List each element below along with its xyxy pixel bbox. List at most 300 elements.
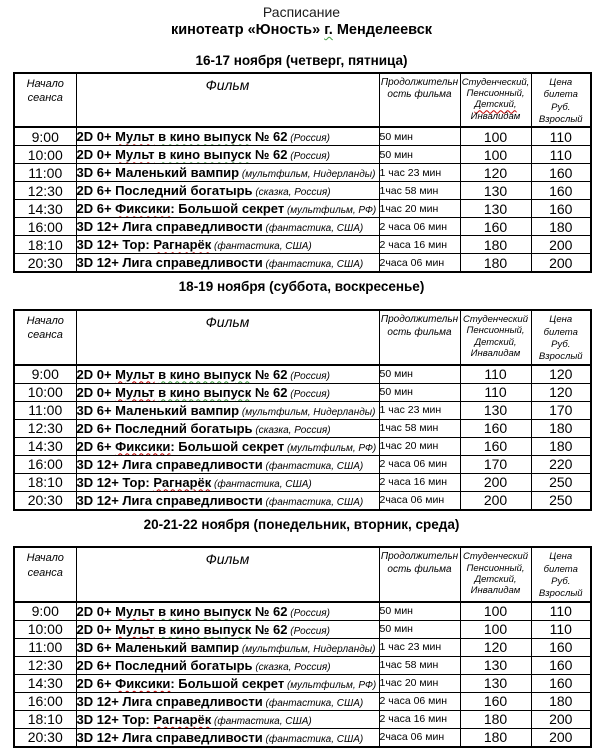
header-line: Продолжительн (380, 76, 459, 88)
film-title (115, 183, 252, 198)
film-title (122, 694, 262, 709)
film-format: 2D 0+ (76, 147, 116, 163)
session-time-cell: 14:30 (14, 674, 76, 692)
header-start-time (14, 310, 76, 364)
film-cell (76, 602, 379, 621)
adult-price-cell: 200 (531, 254, 591, 273)
header-line: Пенсионный, (466, 562, 525, 574)
adult-price-cell: 250 (531, 491, 591, 510)
discount-price-cell: 110 (460, 365, 531, 384)
adult-price-cell: 180 (531, 692, 591, 710)
film-genre: (фантастика, США) (262, 223, 364, 235)
film-title (115, 129, 287, 144)
session-time-cell: 11:00 (14, 401, 76, 419)
film-title-part: в кино выпуск (158, 366, 252, 382)
header-line: Начало (26, 315, 64, 328)
table-row (14, 455, 591, 473)
film-format: 2D 6+ (76, 675, 116, 691)
header-line: Инвалидам (470, 110, 521, 122)
adult-price-cell: 110 (531, 620, 591, 638)
film-format: 3D 12+ (76, 219, 123, 235)
film-genre: (фантастика, США) (262, 460, 364, 472)
film-cell (76, 236, 379, 254)
session-time-cell: 11:00 (14, 164, 76, 182)
table-row (14, 218, 591, 236)
film-title-part: Мульт (115, 603, 155, 619)
session-time-cell: 12:30 (14, 419, 76, 437)
film-title (122, 730, 262, 745)
film-cell (76, 437, 379, 455)
adult-price-cell: 160 (531, 164, 591, 182)
film-title-part: Маленький вампир (115, 402, 240, 418)
session-time-cell: 12:30 (14, 656, 76, 674)
film-title-part: в кино выпуск (158, 147, 252, 163)
discount-price-cell: 120 (460, 638, 531, 656)
film-title-part: в кино выпуск (158, 129, 252, 145)
session-time-cell: 10:00 (14, 620, 76, 638)
film-genre: (фантастика, США) (211, 241, 312, 253)
doc-title: Расписание (262, 4, 341, 20)
film-title-part: Тор: (122, 474, 154, 490)
discount-price-cell: 180 (460, 710, 531, 728)
header-line: Руб. (551, 101, 571, 113)
header-line: Пенсионный, (466, 88, 525, 100)
film-cell (76, 674, 379, 692)
film-title-part: Фиксики (115, 438, 171, 454)
header-duration (379, 310, 460, 364)
film-title (115, 640, 239, 655)
table-row (14, 620, 591, 638)
film-title-part: № 62 (251, 384, 288, 400)
film-format: 3D 12+ (76, 474, 123, 490)
session-time-cell: 12:30 (14, 182, 76, 200)
session-time-cell: 14:30 (14, 200, 76, 218)
session-time-cell: 16:00 (14, 692, 76, 710)
duration-cell: 50 мин (379, 127, 460, 146)
film-title-part: Мульт (115, 366, 155, 382)
header-discount-categories (460, 73, 531, 127)
film-cell (76, 365, 379, 384)
film-format: 3D 6+ (76, 402, 116, 418)
film-genre: (фантастика, США) (262, 496, 364, 508)
film-genre: (Россия) (287, 625, 330, 637)
discount-price-cell: 110 (460, 383, 531, 401)
film-cell (76, 164, 379, 182)
session-time-cell: 11:00 (14, 638, 76, 656)
film-title (115, 658, 252, 673)
header-line: ость фильма (387, 563, 452, 575)
film-title (115, 147, 287, 162)
film-title-part: : Большой секрет (170, 675, 285, 691)
duration-cell: 2часа 06 мин (379, 491, 460, 510)
film-title-part: № 62 (251, 621, 288, 637)
header-line: Взрослый (538, 113, 583, 125)
header-line: Инвалидам (470, 347, 521, 359)
header-line: Цена билета (543, 76, 578, 101)
film-title-part: в кино выпуск (158, 384, 252, 400)
discount-price-cell: 160 (460, 419, 531, 437)
film-cell (76, 638, 379, 656)
discount-price-cell: 100 (460, 127, 531, 146)
film-format: 3D 12+ (76, 729, 123, 745)
discount-price-cell: 200 (460, 491, 531, 510)
duration-cell: 2часа 06 мин (379, 254, 460, 273)
discount-price-cell: 100 (460, 620, 531, 638)
date-heading: 20-21-22 ноября (понедельник, вторник, среда) (143, 516, 460, 532)
film-cell (76, 200, 379, 218)
adult-price-cell: 200 (531, 728, 591, 747)
header-line: Цена билета (543, 314, 578, 338)
film-format: 2D 6+ (76, 657, 116, 673)
duration-cell: 1час 58 мин (379, 656, 460, 674)
film-cell (76, 455, 379, 473)
session-time-cell: 10:00 (14, 383, 76, 401)
duration-cell: 1 час 23 мин (379, 401, 460, 419)
table-row (14, 365, 591, 384)
film-cell (76, 656, 379, 674)
discount-price-cell: 160 (460, 218, 531, 236)
header-line: сеанса (27, 566, 63, 579)
duration-cell: 1час 20 мин (379, 437, 460, 455)
film-title (122, 475, 211, 490)
discount-price-cell: 100 (460, 602, 531, 621)
film-title-part: № 62 (251, 366, 288, 382)
film-format: 3D 12+ (76, 456, 123, 472)
film-genre: (мультфильм, РФ) (284, 442, 377, 454)
film-title (115, 403, 239, 418)
table-header-row (14, 547, 591, 601)
duration-cell: 2 часа 06 мин (379, 455, 460, 473)
discount-price-cell: 130 (460, 656, 531, 674)
film-title (115, 201, 284, 216)
discount-price-cell: 160 (460, 437, 531, 455)
table-row (14, 692, 591, 710)
film-title-part: Лига справедливости (122, 492, 263, 508)
film-title-part: Тор: (122, 711, 154, 727)
film-title-part: Мульт (115, 384, 155, 400)
session-time-cell: 18:10 (14, 710, 76, 728)
adult-price-cell: 220 (531, 455, 591, 473)
film-title-part: в кино выпуск (158, 603, 252, 619)
film-cell (76, 620, 379, 638)
film-format: 2D 0+ (76, 621, 116, 637)
table-row (14, 710, 591, 728)
adult-price-cell: 160 (531, 674, 591, 692)
table-row (14, 674, 591, 692)
film-genre: (фантастика, США) (211, 478, 312, 490)
table-row (14, 602, 591, 621)
doc-subtitle-part: Менделеевск (332, 22, 433, 39)
header-line: Руб. (551, 576, 571, 588)
adult-price-cell: 250 (531, 473, 591, 491)
discount-price-cell: 130 (460, 200, 531, 218)
film-genre: (мультфильм, Нидерланды) (239, 169, 376, 181)
table-row (14, 182, 591, 200)
header-film: Фильм (76, 310, 379, 364)
film-format: 3D 6+ (76, 639, 116, 655)
discount-price-cell: 200 (460, 473, 531, 491)
film-format: 2D 6+ (76, 201, 116, 217)
film-title-part: Фиксики (115, 201, 171, 217)
film-format: 2D 0+ (76, 129, 116, 145)
film-format: 3D 12+ (76, 255, 123, 271)
session-time-cell: 10:00 (14, 146, 76, 164)
film-title-part: Лига справедливости (122, 219, 263, 235)
adult-price-cell: 170 (531, 401, 591, 419)
table-row (14, 146, 591, 164)
duration-cell: 2 часа 06 мин (379, 218, 460, 236)
film-title (115, 385, 287, 400)
film-title-part: Рагнарёк (153, 711, 212, 727)
header-line: Руб. (551, 338, 571, 350)
adult-price-cell: 180 (531, 218, 591, 236)
adult-price-cell: 200 (531, 236, 591, 254)
header-start-time (14, 547, 76, 601)
session-time-cell: 9:00 (14, 602, 76, 621)
header-line: Взрослый (538, 588, 583, 600)
table-row (14, 254, 591, 273)
film-format: 2D 0+ (76, 603, 116, 619)
duration-cell: 1час 20 мин (379, 674, 460, 692)
film-title-part: Мульт (115, 129, 155, 145)
header-duration (379, 73, 460, 127)
film-title-part: № 62 (251, 603, 288, 619)
film-genre: (мультфильм, Нидерланды) (239, 643, 376, 655)
film-title-part: Последний богатырь (115, 420, 253, 436)
film-genre: (мультфильм, РФ) (284, 679, 377, 691)
film-title (115, 604, 287, 619)
table-row (14, 200, 591, 218)
discount-price-cell: 180 (460, 236, 531, 254)
film-title (115, 622, 287, 637)
header-film: Фильм (76, 73, 379, 127)
session-time-cell: 20:30 (14, 728, 76, 747)
duration-cell: 2 часа 16 мин (379, 236, 460, 254)
film-title-part: в кино выпуск (158, 621, 252, 637)
film-cell (76, 710, 379, 728)
film-cell (76, 401, 379, 419)
header-ticket-price (531, 73, 591, 127)
session-time-cell: 16:00 (14, 218, 76, 236)
session-time-cell: 18:10 (14, 236, 76, 254)
duration-cell: 1час 58 мин (379, 182, 460, 200)
film-title-part: Лига справедливости (122, 255, 263, 271)
film-title-part: Рагнарёк (153, 474, 212, 490)
film-genre: (Россия) (287, 151, 330, 163)
film-cell (76, 491, 379, 510)
film-title-part: № 62 (251, 129, 288, 145)
discount-price-cell: 160 (460, 692, 531, 710)
session-time-cell: 20:30 (14, 254, 76, 273)
duration-cell: 50 мин (379, 383, 460, 401)
discount-price-cell: 170 (460, 455, 531, 473)
doc-subtitle-part-grammar: г. (324, 22, 333, 39)
film-format: 3D 12+ (76, 492, 123, 508)
film-title-part: Рагнарёк (153, 237, 212, 253)
header-line: Взрослый (538, 351, 583, 363)
film-title-part: Лига справедливости (122, 693, 263, 709)
film-genre: (мультфильм, РФ) (284, 205, 377, 217)
film-title-part: : Большой секрет (170, 438, 285, 454)
film-title (122, 493, 262, 508)
film-title-part: : Большой секрет (170, 201, 285, 217)
header-line: Детский, (474, 99, 517, 111)
session-time-cell: 9:00 (14, 127, 76, 146)
table-row (14, 127, 591, 146)
film-cell (76, 127, 379, 146)
header-line: Начало (26, 77, 64, 90)
session-time-cell: 16:00 (14, 455, 76, 473)
adult-price-cell: 120 (531, 365, 591, 384)
table-row (14, 491, 591, 510)
duration-cell: 1час 58 мин (379, 419, 460, 437)
header-line: Студенческий, (461, 76, 530, 88)
table-row (14, 383, 591, 401)
table-row (14, 473, 591, 491)
film-format: 3D 12+ (76, 711, 123, 727)
film-title-part: Лига справедливости (122, 456, 263, 472)
schedule-table (13, 72, 592, 273)
table-row (14, 437, 591, 455)
session-time-cell: 18:10 (14, 473, 76, 491)
adult-price-cell: 180 (531, 419, 591, 437)
adult-price-cell: 200 (531, 710, 591, 728)
film-genre: (фантастика, США) (211, 715, 312, 727)
film-title-part: № 62 (251, 147, 288, 163)
discount-price-cell: 130 (460, 674, 531, 692)
header-line: Детский, (474, 573, 517, 585)
session-time-cell: 20:30 (14, 491, 76, 510)
table-header-row (14, 310, 591, 364)
duration-cell: 50 мин (379, 602, 460, 621)
film-genre: (Россия) (287, 388, 330, 400)
header-discount-categories (460, 547, 531, 601)
schedule-table (13, 309, 592, 510)
table-row (14, 236, 591, 254)
adult-price-cell: 160 (531, 656, 591, 674)
header-ticket-price (531, 310, 591, 364)
film-format: 2D 6+ (76, 438, 116, 454)
session-time-cell: 14:30 (14, 437, 76, 455)
adult-price-cell: 110 (531, 602, 591, 621)
table-row (14, 401, 591, 419)
header-line: Начало (26, 552, 64, 565)
film-genre: (Россия) (287, 133, 330, 145)
schedule-sections (13, 53, 590, 748)
schedule-section (13, 517, 590, 748)
film-title (122, 255, 262, 270)
discount-price-cell: 180 (460, 728, 531, 747)
film-title-part: Маленький вампир (115, 639, 240, 655)
date-heading: 16-17 ноября (четверг, пятница) (195, 53, 408, 69)
film-title-part: Лига справедливости (122, 729, 263, 745)
header-line: Продолжительн (380, 314, 459, 326)
film-title-part: Маленький вампир (115, 165, 240, 181)
film-title-part: Тор: (122, 237, 154, 253)
film-genre: (сказка, Россия) (252, 661, 331, 673)
film-genre: (мультфильм, Нидерланды) (239, 406, 376, 418)
adult-price-cell: 160 (531, 200, 591, 218)
header-line: Цена билета (543, 551, 578, 575)
film-cell (76, 218, 379, 236)
film-genre: (фантастика, США) (262, 259, 364, 271)
header-line: сеанса (27, 92, 63, 105)
film-format: 2D 0+ (76, 366, 116, 382)
header-line: Продолжительн (380, 551, 459, 563)
film-title-part: Мульт (115, 147, 155, 163)
film-genre: (сказка, Россия) (252, 187, 331, 199)
schedule-section (13, 279, 590, 510)
duration-cell: 50 мин (379, 620, 460, 638)
film-cell (76, 383, 379, 401)
table-row (14, 638, 591, 656)
film-format: 3D 6+ (76, 165, 116, 181)
film-title (122, 219, 262, 234)
duration-cell: 2часа 06 мин (379, 728, 460, 747)
adult-price-cell: 110 (531, 127, 591, 146)
header-duration (379, 547, 460, 601)
doc-subtitle-part: кинотеатр «Юность» (170, 22, 325, 39)
film-genre: (фантастика, США) (262, 697, 364, 709)
header-discount-categories (460, 310, 531, 364)
adult-price-cell: 160 (531, 182, 591, 200)
session-time-cell: 9:00 (14, 365, 76, 384)
header-line: ость фильма (387, 326, 452, 338)
film-format: 2D 6+ (76, 183, 116, 199)
film-format: 2D 0+ (76, 384, 116, 400)
film-cell (76, 473, 379, 491)
film-cell (76, 254, 379, 273)
header-line: Студенческий (463, 314, 528, 326)
header-line: Пенсионный, (466, 325, 525, 337)
film-title (115, 676, 284, 691)
film-cell (76, 146, 379, 164)
schedule-table (13, 546, 592, 747)
discount-price-cell: 130 (460, 182, 531, 200)
film-title (122, 457, 262, 472)
date-heading: 18-19 ноября (суббота, воскресенье) (178, 279, 425, 295)
film-genre: (Россия) (287, 607, 330, 619)
table-row (14, 728, 591, 747)
table-header-row (14, 73, 591, 127)
film-cell (76, 728, 379, 747)
film-cell (76, 419, 379, 437)
header-line: Инвалидам (470, 585, 521, 597)
header-ticket-price (531, 547, 591, 601)
film-genre: (сказка, Россия) (252, 424, 331, 436)
duration-cell: 1 час 23 мин (379, 638, 460, 656)
film-title (115, 367, 287, 382)
doc-subtitle (13, 21, 590, 40)
film-cell (76, 182, 379, 200)
discount-price-cell: 180 (460, 254, 531, 273)
film-format: 2D 6+ (76, 420, 116, 436)
film-title (115, 439, 284, 454)
header-line: ость фильма (387, 89, 452, 101)
adult-price-cell: 160 (531, 638, 591, 656)
film-title-part: Фиксики (115, 675, 171, 691)
film-genre: (фантастика, США) (262, 733, 364, 745)
duration-cell: 1час 20 мин (379, 200, 460, 218)
table-row (14, 656, 591, 674)
table-row (14, 164, 591, 182)
film-title (115, 421, 252, 436)
schedule-section (13, 53, 590, 273)
duration-cell: 1 час 23 мин (379, 164, 460, 182)
duration-cell: 50 мин (379, 146, 460, 164)
adult-price-cell: 180 (531, 437, 591, 455)
film-title-part: Последний богатырь (115, 657, 253, 673)
